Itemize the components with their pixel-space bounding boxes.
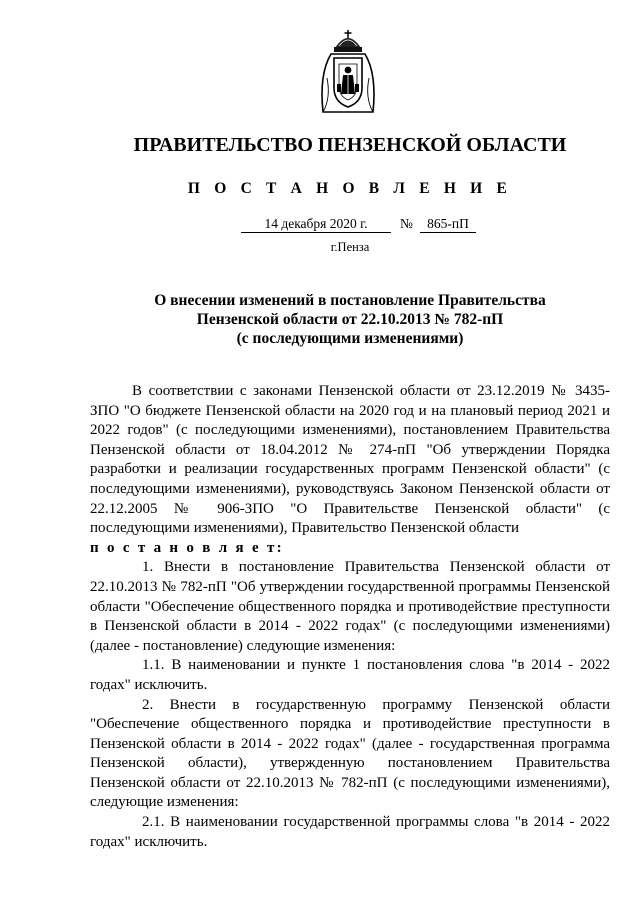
subject-line-2: Пензенской области от 22.10.2013 № 782-пП bbox=[196, 311, 504, 328]
clause-2-1: 2.1. В наименовании государственной программы слова "в 2014 - 2022 годах" исключить. bbox=[90, 814, 610, 850]
document-number-line bbox=[420, 216, 476, 234]
document-number: 865-пП bbox=[420, 216, 476, 233]
document-subject bbox=[100, 291, 600, 348]
document-date-line bbox=[241, 216, 391, 234]
city: г.Пенза bbox=[330, 240, 370, 254]
subject-line-3: (с последующими изменениями) bbox=[236, 330, 464, 347]
document-body bbox=[90, 382, 610, 852]
number-sign: № bbox=[400, 216, 413, 231]
document-date: 14 декабря 2020 г. bbox=[241, 216, 391, 233]
clause-1-1: 1.1. В наименовании и пункте 1 постановления слова "в 2014 - 2022 годах" исключить. bbox=[90, 657, 610, 693]
clause-2: 2. Внести в государственную программу Пензенской области "Обеспечение общественного порядка и противодействие преступности в Пензенской области в 2014 - 2022 годах" (далее - государственная программа Пензенской области), утвержденную постановлением Правительства Пензенской области от 22.10.2013 № 782-пП (с последующими изменениями), следующие изменения: bbox=[90, 696, 610, 811]
government-title: ПРАВИТЕЛЬСТВО ПЕНЗЕНСКОЙ ОБЛАСТИ bbox=[133, 134, 567, 156]
decrees-word: п о с т а н о в л я е т: bbox=[90, 539, 284, 556]
preamble-paragraph: В соответствии с законами Пензенской области от 23.12.2019 № 3435-ЗПО "О бюджете Пензенской области на 2020 год и на плановый период 2021 и 2022 годов" (с последующими изменениями), постановлением Правительства Пензенской области от 18.04.2012 № 274-пП "Об утверждении Порядка разработки и реализации государственных программ Пензенской области" (с последующими изменениями), руководствуясь Законом Пензенской области от 22.12.2005 № 906-ЗПО "О Правительстве Пензенской области" (с последующими изменениями), Правительство Пензенской области bbox=[90, 383, 610, 537]
document-type: П О С Т А Н О В Л Е Н И Е bbox=[187, 180, 513, 197]
subject-line-1: О внесении изменений в постановление Правительства bbox=[154, 292, 546, 309]
coat-of-arms-icon bbox=[317, 28, 379, 114]
clause-1: 1. Внести в постановление Правительства Пензенской области от 22.10.2013 № 782-пП "Об утверждении государственной программы Пензенской области "Обеспечение общественного порядка и противодействие преступности в Пензенской области в 2014 - 2022 годах" (с последующими изменениями) (далее - постановление) следующие изменения: bbox=[90, 559, 610, 654]
